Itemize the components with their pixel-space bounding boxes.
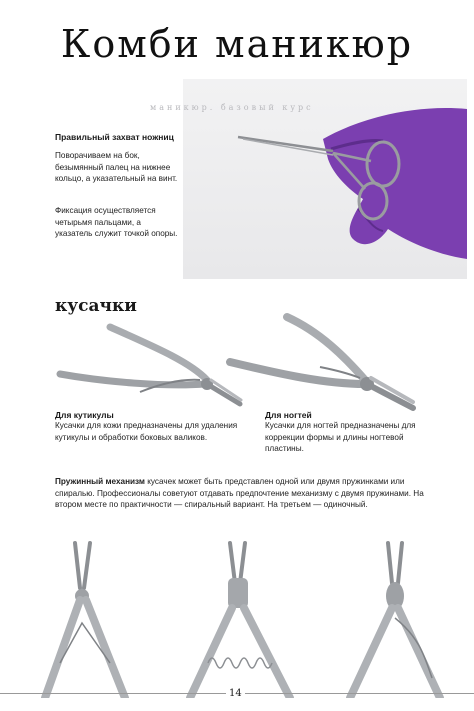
grip-paragraph-1: Поворачиваем на бок, безымянный палец на нижнее кольцо, а указательный на винт. [55,151,178,183]
nipper-single-spring [340,538,450,698]
nail-text: Кусачки для ногтей предназначены для коррекции формы и длины ногтевой пластины. [265,421,416,453]
spring-description: кусачек может быть представлен одной или двумя пружинками или спиралью. Профессионалы советуют отдавать предпочтение механизму с двумя пружинами. На втором месте по практичности — спиральный вариант. На третьем — одиночный. [55,477,424,509]
grip-heading: Правильный захват ножниц [55,132,174,142]
cuticle-heading: Для кутикулы [55,410,114,420]
cuticle-text: Кусачки для кожи предназначены для удаления кутикулы и обработки боковых валиков. [55,421,238,442]
section-title: кусачки [55,296,137,316]
nail-heading: Для ногтей [265,410,312,420]
cuticle-nipper-image [55,322,250,410]
grip-paragraph-2: Фиксация осуществляется четырьмя пальцами, а указатель служит точкой опоры. [55,206,178,238]
photo-caption: маникюр. базовый курс [150,103,314,112]
nipper-spiral-spring [180,538,310,698]
spring-bold-term: Пружинный механизм [55,477,145,486]
page-number: 14 [226,688,245,699]
nipper-double-spring [40,538,140,698]
spring-mechanism-paragraph [55,476,425,511]
nail-nipper-image [225,312,420,412]
page-title: Комби маникюр [60,22,414,66]
